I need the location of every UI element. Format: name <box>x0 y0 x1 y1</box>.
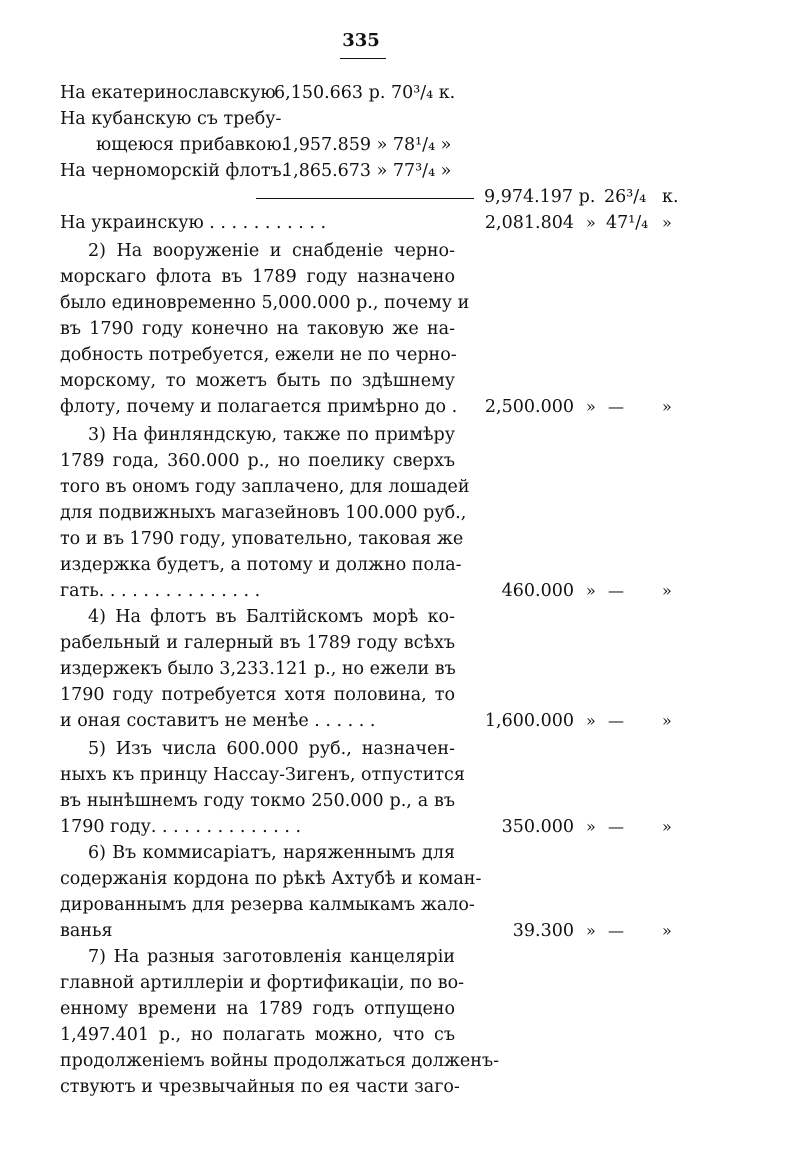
para6-line-3: дированнымъ для резерва калмыкамъ жало- <box>60 895 475 915</box>
top-line-4-label: На черноморскій флотъ. <box>60 161 288 181</box>
para7-line-5: продолженіемъ войны продолжаться долженъ- <box>60 1051 499 1071</box>
subtotal-amount: 9,974.197 р. <box>484 187 596 207</box>
para4-line-2: рабельный и галерный въ 1789 году всѣхъ <box>60 633 455 653</box>
para3-line-3: того въ ономъ году заплачено, для лошадей <box>60 477 470 497</box>
ukraine-end: » <box>662 213 672 232</box>
top-line-1-amount: 6,150.663 р. 70³/₄ к. <box>274 83 456 103</box>
top-line-4-amount: 1,865.673 » 77³/₄ » <box>282 161 452 181</box>
para6-quote: » <box>586 921 596 940</box>
para5-amount: 350.000 <box>501 817 574 837</box>
para5-quote: » <box>586 817 596 836</box>
para2-line-4: въ 1790 году конечно на таковую же на- <box>60 319 455 339</box>
ukraine-kopeks: 47¹/₄ <box>606 213 649 233</box>
para4-line-4: 1790 году потребуется хотя половина, то <box>60 685 455 705</box>
para2-line-1: 2) На вооруженіе и снабденіе черно- <box>88 241 455 261</box>
ukraine-label: На украинскую . . . . . . . . . . . <box>60 213 327 233</box>
para5-end: » <box>662 817 672 836</box>
para3-line-6: издержка будетъ, а потому и должно пола- <box>60 555 462 575</box>
subtotal-rule <box>256 198 474 199</box>
para7-line-6: ствуютъ и чрезвычайныя по ея части заго- <box>60 1077 460 1097</box>
para4-line-5: и оная составитъ не менѣе . . . . . . <box>60 711 376 731</box>
para6-line-4: ванья <box>60 921 113 941</box>
subtotal-unit: к. <box>662 187 679 207</box>
top-line-1-label: На екатеринославскую <box>60 83 276 103</box>
top-line-3-label: ющеюся прибавкою. <box>96 135 288 155</box>
para6-dash: — <box>608 921 624 940</box>
para2-line-3: было единовременно 5,000.000 р., почему и <box>60 293 470 313</box>
para5-line-1: 5) Изъ числа 600.000 руб., назначен- <box>88 739 455 759</box>
para4-line-3: издержекъ было 3,233.121 р., но ежели въ <box>60 659 456 679</box>
para2-amount: 2,500.000 <box>484 397 574 417</box>
para2-quote: » <box>586 397 596 416</box>
para2-end: » <box>662 397 672 416</box>
ukraine-amount: 2,081.804 <box>484 213 574 233</box>
para6-end: » <box>662 921 672 940</box>
para4-dash: — <box>608 711 624 730</box>
para4-quote: » <box>586 711 596 730</box>
para3-quote: » <box>586 581 596 600</box>
para4-line-1: 4) На флотъ въ Балтійскомъ морѣ ко- <box>88 607 455 627</box>
para3-dash: — <box>608 581 624 600</box>
para3-amount: 460.000 <box>501 581 574 601</box>
para5-line-3: въ нынѣшнемъ году токмо 250.000 р., а въ <box>60 791 455 811</box>
para5-line-4: 1790 году. . . . . . . . . . . . . . <box>60 817 302 837</box>
para7-line-2: главной артиллеріи и фортификаціи, по во- <box>60 973 465 993</box>
top-line-2-label: На кубанскую съ требу- <box>60 109 282 129</box>
para2-dash: — <box>608 397 624 416</box>
page-number-rule <box>340 58 386 59</box>
para3-line-4: для подвижныхъ магазейновъ 100.000 руб., <box>60 503 467 523</box>
para7-line-3: енному времени на 1789 годъ отпущено <box>60 999 455 1019</box>
para7-line-1: 7) На разныя заготовленія канцеляріи <box>88 947 455 967</box>
ukraine-quote: » <box>586 213 596 232</box>
para3-line-1: 3) На финляндскую, также по примѣру <box>88 425 455 445</box>
para3-line-7: гать. . . . . . . . . . . . . . . <box>60 581 261 601</box>
para5-dash: — <box>608 817 624 836</box>
para2-line-7: флоту, почему и полагается примѣрно до . <box>60 397 458 417</box>
para6-line-2: содержанія кордона по рѣкѣ Ахтубѣ и коман- <box>60 869 482 889</box>
para5-line-2: ныхъ къ принцу Нассау-Зигенъ, отпустится <box>60 765 465 785</box>
top-line-3-amount: 1,957.859 » 78¹/₄ » <box>282 135 452 155</box>
para2-line-6: морскому, то можетъ быть по здѣшнему <box>60 371 455 391</box>
para2-line-5: добность потребуется, ежели не по черно- <box>60 345 457 365</box>
para3-line-2: 1789 года, 360.000 р., но поелику сверхъ <box>60 451 455 471</box>
para2-line-2: морскаго флота въ 1789 году назначено <box>60 267 455 287</box>
para6-line-1: 6) Въ коммисаріатъ, наряженнымъ для <box>88 843 455 863</box>
subtotal-kopeks: 26³/₄ <box>604 187 647 207</box>
para4-end: » <box>662 711 672 730</box>
para3-line-5: то и въ 1790 году, уповательно, таковая же <box>60 529 464 549</box>
para6-amount: 39.300 <box>512 921 574 941</box>
page-number: 335 <box>342 30 380 51</box>
para4-amount: 1,600.000 <box>484 711 574 731</box>
para3-end: » <box>662 581 672 600</box>
para7-line-4: 1,497.401 р., но полагать можно, что съ <box>60 1025 455 1045</box>
